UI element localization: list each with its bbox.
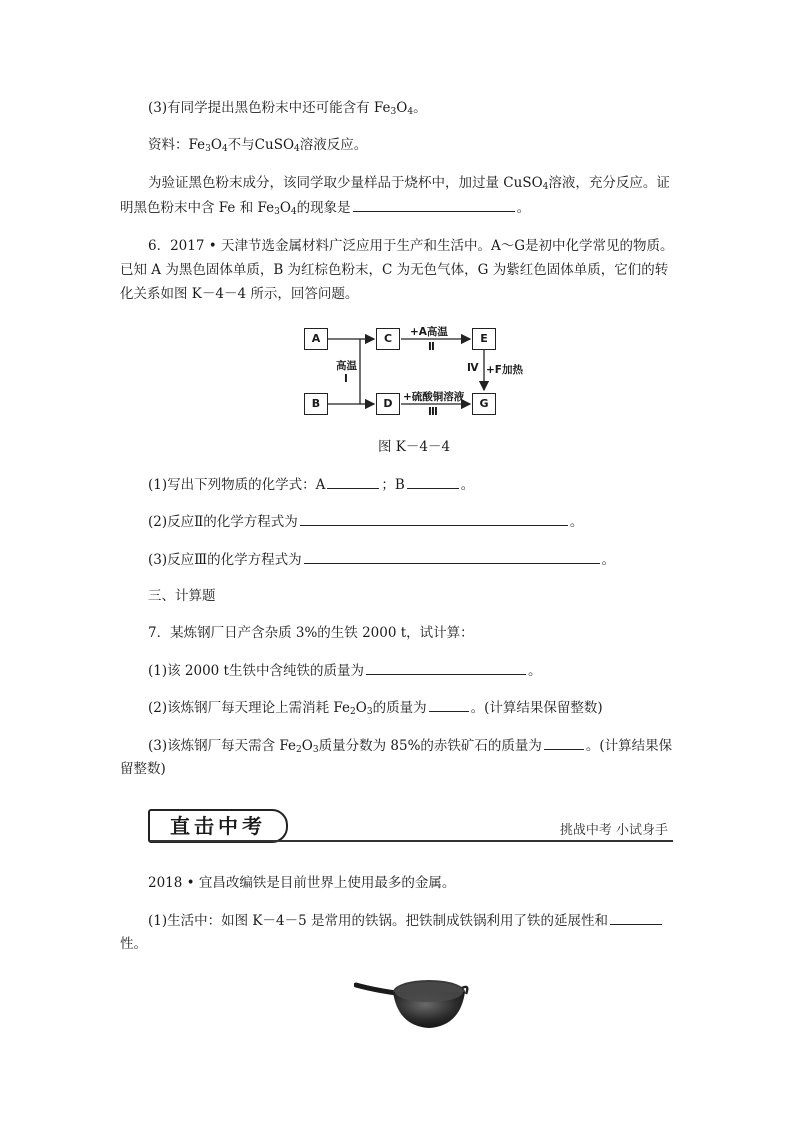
q5-material-note: 资料：$Fe_3O_4$不与CuSO$_4$溶液反应。 <box>148 137 368 154</box>
q5-verify-line2: 明黑色粉末中含 Fe 和 $Fe_3O_4$的现象是 。 <box>120 197 530 222</box>
node-d: D <box>376 393 400 415</box>
node-a: A <box>304 328 328 350</box>
label-roman-4: Ⅳ <box>467 362 479 374</box>
answer-blank[interactable] <box>366 660 526 675</box>
node-e: E <box>472 328 496 350</box>
q6-sub2: (2)反应Ⅱ的化学方程式为 。 <box>148 511 583 532</box>
q8-sub1-line2: 性。 <box>120 936 147 952</box>
q8-line1: 2018 • 宜昌改编铁是目前世界上使用最多的金属。 <box>148 875 456 891</box>
label-roman-1: Ⅰ <box>344 373 348 385</box>
q6-line1: 6．2017 • 天津节选金属材料广泛应用于生产和生活中。A～G是初中化学常见的物质。 <box>148 238 674 254</box>
q6-sub3: (3)反应Ⅲ的化学方程式为 。 <box>148 549 615 570</box>
answer-blank-b[interactable] <box>407 474 459 489</box>
q7-line1: 7．某炼钢厂日产含杂质 3%的生铁 2000 t，试计算： <box>148 625 474 641</box>
q7-sub3: (3)该炼钢厂每天需含 $Fe_2O_3$质量分数为 85%的赤铁矿石的质量为 。(计算结果保 <box>148 735 672 760</box>
answer-blank[interactable] <box>544 735 584 750</box>
q6-line2: 已知 A 为黑色固体单质，B 为红棕色粉末，C 为无色气体，G 为紫红色固体单质，它们的转 <box>120 262 669 278</box>
q7-sub2: (2)该炼钢厂每天理论上需消耗 $Fe_2O_3$的质量为 。(计算结果保留整数) <box>148 697 603 722</box>
label-c-to-e: +A高温 <box>410 326 448 338</box>
answer-blank[interactable] <box>429 697 469 712</box>
q7-sub1: (1)该 2000 t生铁中含纯铁的质量为 。 <box>148 660 542 681</box>
node-g: G <box>472 393 496 415</box>
node-b: B <box>304 393 328 415</box>
label-d-to-g: +硫酸铜溶液 <box>403 391 465 403</box>
wok-image <box>354 968 474 1034</box>
figure-caption: 图 K－4－4 <box>378 439 451 455</box>
q8-sub1: (1)生活中：如图 K－4－5 是常用的铁锅。把铁制成铁锅利用了铁的延展性和 <box>148 910 664 931</box>
q6-line3: 化关系如图 K－4－4 所示，回答问题。 <box>120 286 359 302</box>
section-heading: 三、计算题 <box>148 588 216 604</box>
label-high-temp: 高温 <box>336 360 357 372</box>
q5-part3: (3)有同学提出黑色粉末中还可能含有 $Fe_3O_4$。 <box>148 100 427 117</box>
banner-subtitle: 挑战中考 小试身手 <box>559 823 668 838</box>
q6-sub1: (1)写出下列物质的化学式：A ；B 。 <box>148 474 474 495</box>
label-roman-3: Ⅲ <box>428 406 438 418</box>
q7-sub3-line2: 留整数) <box>120 761 166 777</box>
label-roman-2: Ⅱ <box>428 341 435 353</box>
reaction-diagram-arrows <box>0 0 794 460</box>
answer-blank-a[interactable] <box>327 474 379 489</box>
label-e-to-g: +F加热 <box>486 364 523 376</box>
answer-blank[interactable] <box>610 910 662 925</box>
answer-blank[interactable] <box>304 549 600 564</box>
q5-verify-line1: 为验证黑色粉末成分，该同学取少量样品于烧杯中，加过量 CuSO$_4$溶液，充分反应。证 <box>148 175 670 192</box>
section-banner: 直击中考 <box>148 809 288 843</box>
node-c: C <box>376 328 400 350</box>
banner-divider <box>150 840 673 842</box>
answer-blank[interactable] <box>300 511 568 526</box>
